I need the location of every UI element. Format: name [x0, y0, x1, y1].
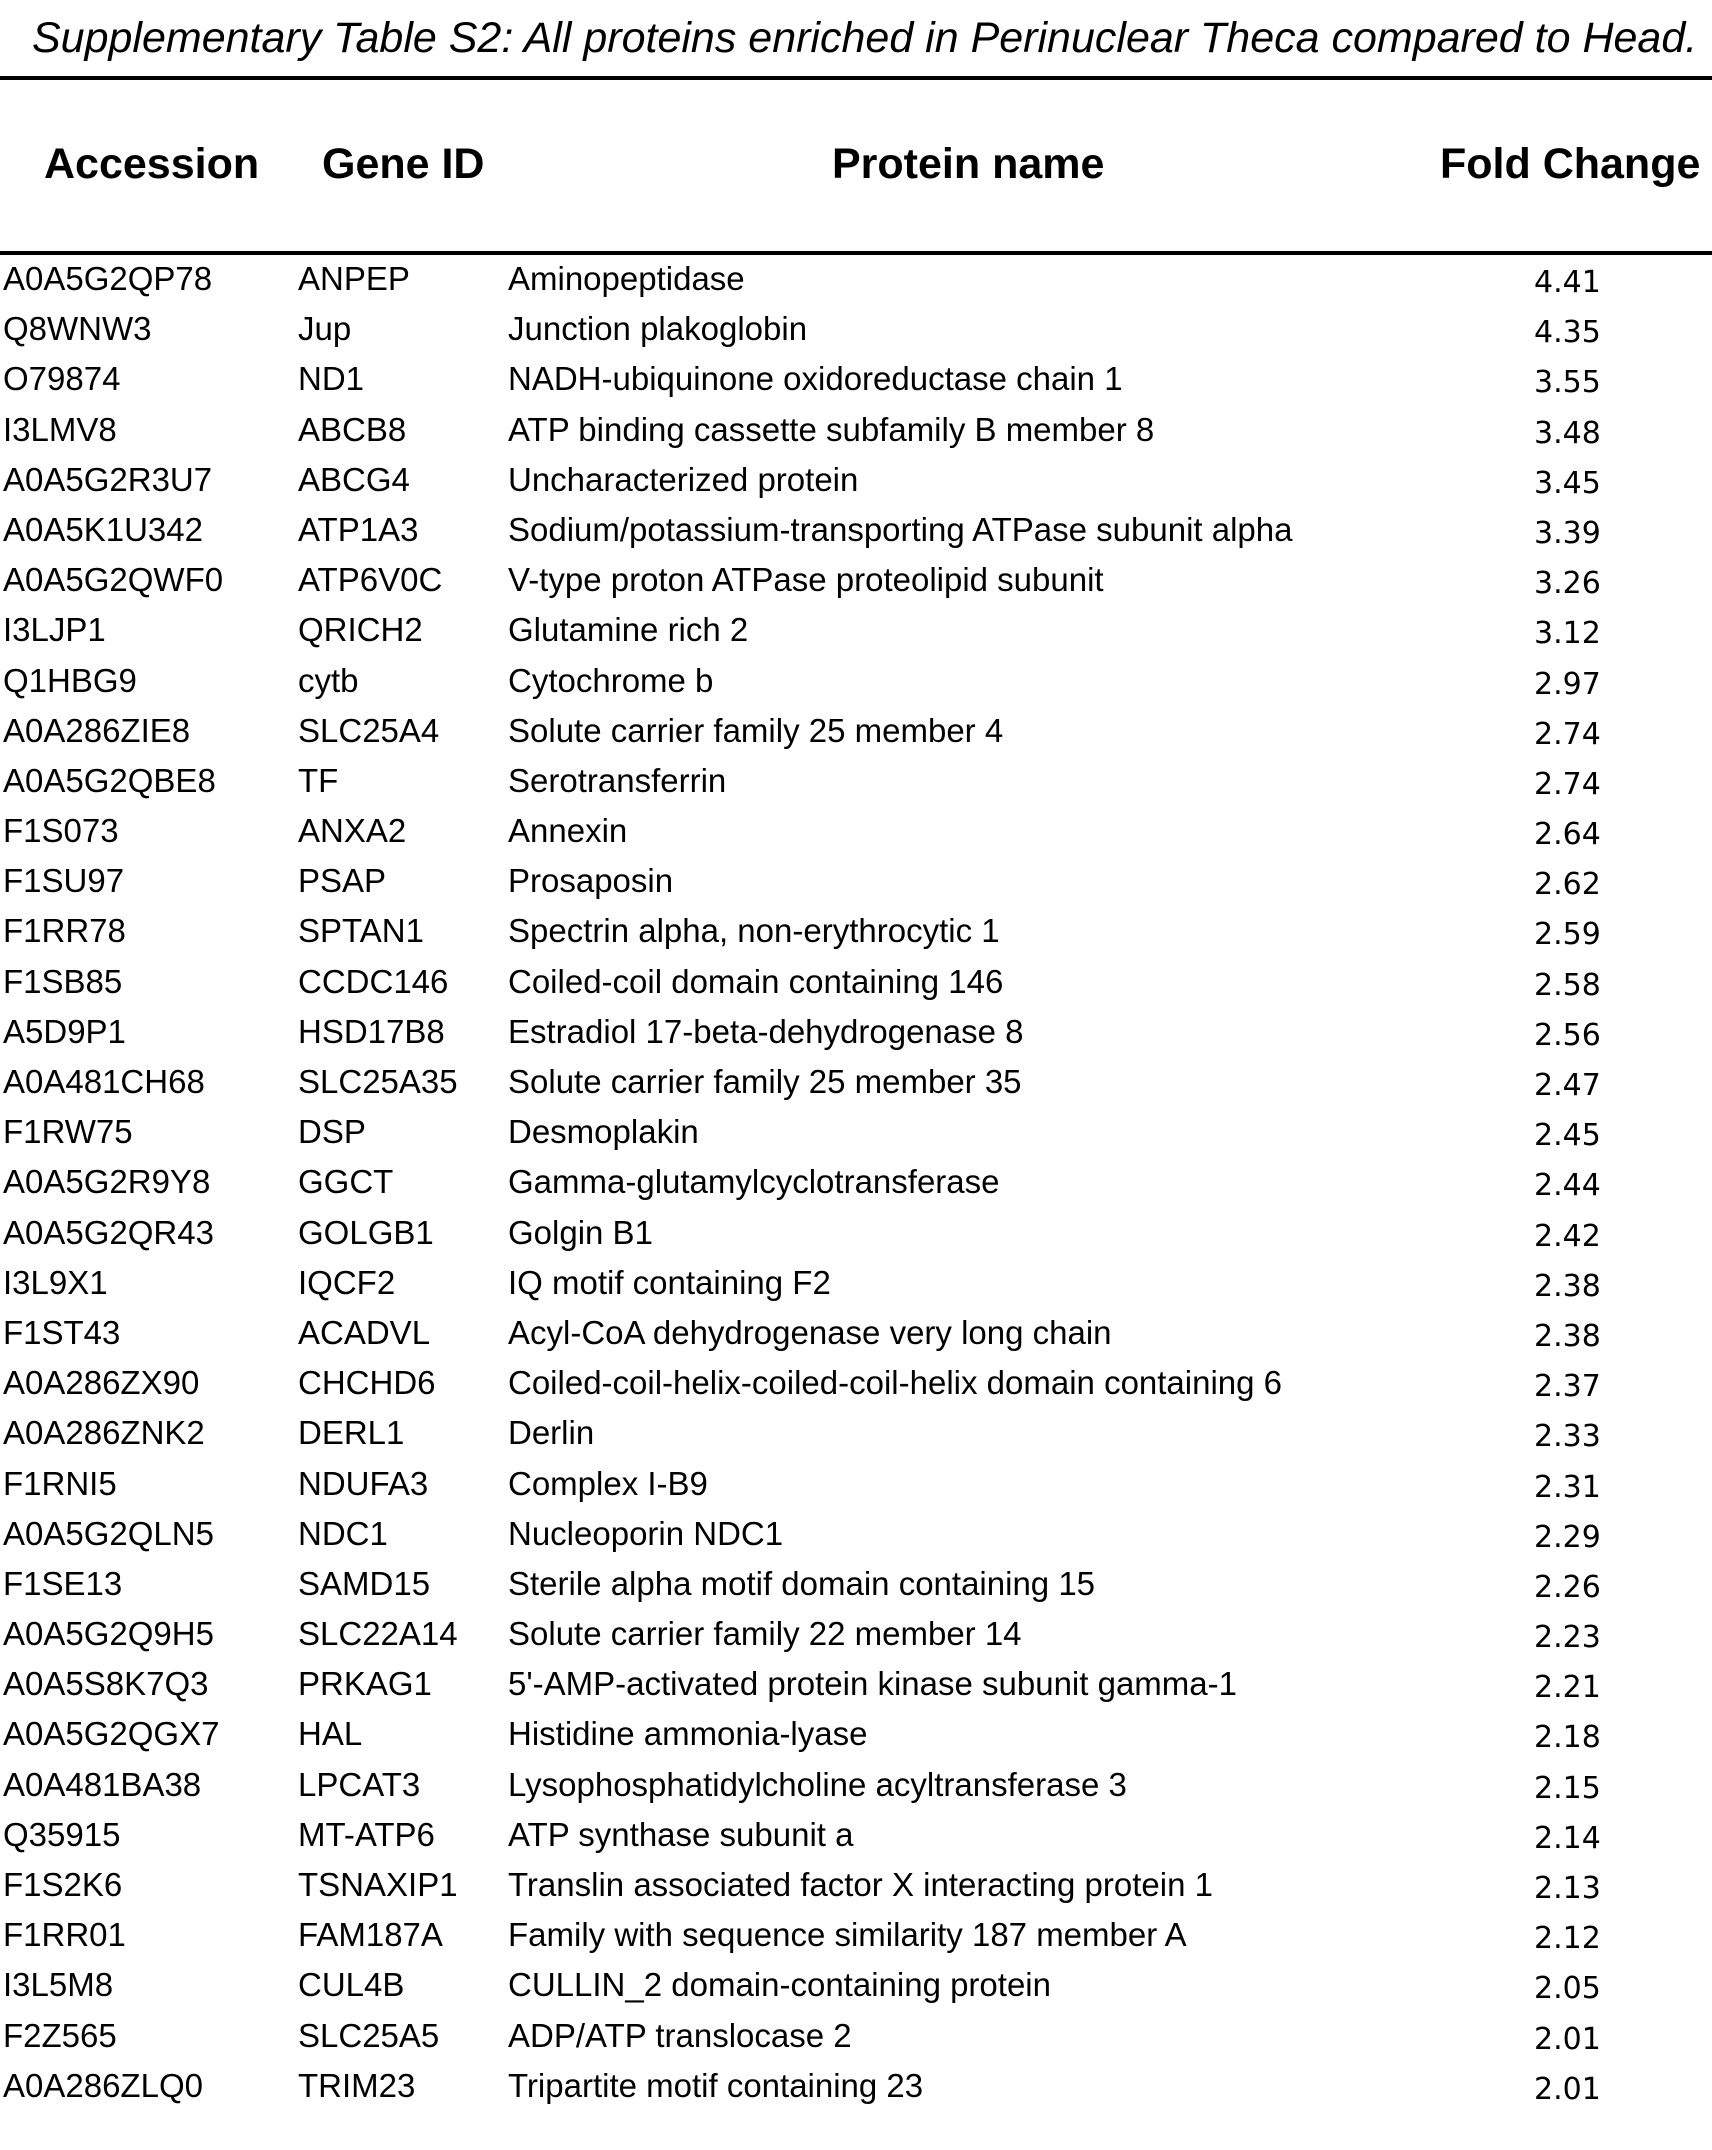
protein-name-cell: Sodium/potassium-transporting ATPase subunit alpha	[508, 510, 1293, 548]
protein-name-cell: Tripartite motif containing 23	[508, 2066, 924, 2104]
fold-change-cell: 2.23	[1534, 1620, 1601, 1656]
table-row	[0, 758, 1712, 808]
gene-id-cell: SLC25A4	[298, 711, 440, 749]
fold-change-cell: 2.47	[1534, 1068, 1601, 1103]
fold-change-cell: 3.48	[1534, 415, 1601, 451]
table-row	[0, 356, 1712, 406]
fold-change-cell: 2.74	[1534, 766, 1601, 802]
table-row	[0, 1762, 1712, 1812]
table-row	[0, 858, 1712, 908]
gene-id-cell: ABCG4	[298, 460, 410, 498]
fold-change-cell: 4.35	[1534, 315, 1601, 351]
gene-id-cell: PSAP	[298, 862, 387, 900]
fold-change-cell: 2.38	[1534, 1318, 1601, 1354]
protein-name-cell: CULLIN_2 domain-containing protein	[508, 1966, 1051, 2004]
protein-name-cell: ADP/ATP translocase 2	[508, 2016, 852, 2054]
table-row	[0, 256, 1712, 306]
accession-cell: A0A5G2QLN5	[3, 1514, 214, 1552]
protein-name-cell: NADH-ubiquinone oxidoreductase chain 1	[508, 360, 1123, 398]
protein-name-cell: ATP synthase subunit a	[508, 1815, 854, 1853]
fold-change-cell: 2.74	[1534, 716, 1601, 752]
table-row	[0, 1812, 1712, 1862]
protein-name-cell: Golgin B1	[508, 1213, 653, 1251]
protein-name-cell: Gamma-glutamylcyclotransferase	[508, 1163, 1000, 1201]
accession-cell: A0A5G2R9Y8	[3, 1163, 211, 1201]
fold-change-cell: 2.29	[1534, 1519, 1601, 1555]
fold-change-cell: 2.42	[1534, 1218, 1601, 1254]
gene-id-cell: FAM187A	[298, 1916, 443, 1954]
fold-change-cell: 2.18	[1534, 1720, 1601, 1756]
table-body	[0, 256, 1712, 2113]
accession-cell: F1S2K6	[3, 1866, 123, 1903]
table-row	[0, 1611, 1712, 1661]
fold-change-cell: 4.41	[1534, 265, 1601, 300]
accession-cell: F1RR78	[3, 912, 126, 950]
gene-id-cell: TRIM23	[298, 2066, 416, 2104]
fold-change-cell: 2.05	[1534, 1971, 1601, 2007]
gene-id-cell: ATP1A3	[298, 510, 419, 548]
accession-cell: A0A5G2QR43	[3, 1213, 214, 1251]
accession-cell: F1SE13	[3, 1564, 123, 1602]
fold-change-cell: 2.13	[1534, 1871, 1601, 1906]
fold-change-cell: 2.01	[1534, 2071, 1601, 2107]
protein-name-cell: Histidine ammonia-lyase	[508, 1715, 868, 1753]
protein-name-cell: Derlin	[508, 1414, 595, 1452]
gene-id-cell: cytb	[298, 661, 359, 699]
protein-name-cell: Solute carrier family 25 member 35	[508, 1063, 1022, 1100]
gene-id-cell: TSNAXIP1	[298, 1866, 458, 1903]
accession-cell: F1RNI5	[3, 1464, 117, 1502]
accession-cell: F1ST43	[3, 1313, 121, 1351]
accession-cell: F1SB85	[3, 962, 123, 1000]
gene-id-cell: ANXA2	[298, 812, 407, 850]
table-row	[0, 1159, 1712, 1209]
accession-cell: A0A286ZIE8	[3, 711, 191, 749]
protein-name-cell: Desmoplakin	[508, 1113, 699, 1151]
accession-cell: A0A286ZLQ0	[3, 2066, 203, 2104]
accession-cell: O79874	[3, 360, 121, 398]
fold-change-cell: 2.44	[1534, 1168, 1601, 1204]
gene-id-cell: CCDC146	[298, 962, 449, 1000]
header-protein-name: Protein name	[832, 140, 1105, 188]
accession-cell: Q35915	[3, 1815, 121, 1853]
accession-cell: A0A481CH68	[3, 1063, 205, 1100]
accession-cell: A0A286ZX90	[3, 1364, 200, 1402]
fold-change-cell: 2.15	[1534, 1770, 1601, 1806]
table-row	[0, 2013, 1712, 2063]
accession-cell: F2Z565	[3, 2016, 117, 2054]
header-accession: Accession	[44, 140, 260, 188]
table-row	[0, 1461, 1712, 1511]
gene-id-cell: ATP6V0C	[298, 561, 443, 599]
accession-cell: A0A5G2QP78	[3, 260, 213, 297]
gene-id-cell: SLC25A5	[298, 2016, 440, 2054]
protein-name-cell: Family with sequence similarity 187 member A	[508, 1916, 1187, 1954]
table-row	[0, 407, 1712, 457]
protein-name-cell: Glutamine rich 2	[508, 611, 749, 649]
accession-cell: A0A5G2R3U7	[3, 460, 213, 498]
table-row	[0, 1109, 1712, 1159]
gene-id-cell: QRICH2	[298, 611, 423, 649]
top-rule	[0, 76, 1712, 80]
protein-name-cell: Estradiol 17-beta-dehydrogenase 8	[508, 1012, 1024, 1050]
table-row	[0, 1210, 1712, 1260]
protein-name-cell: Complex I-B9	[508, 1464, 708, 1502]
fold-change-cell: 2.01	[1534, 2021, 1601, 2057]
table-row	[0, 1962, 1712, 2012]
protein-name-cell: Lysophosphatidylcholine acyltransferase 3	[508, 1765, 1127, 1803]
fold-change-cell: 2.56	[1534, 1017, 1601, 1053]
fold-change-cell: 2.97	[1534, 666, 1601, 702]
accession-cell: A0A481BA38	[3, 1765, 202, 1803]
header-rule	[0, 251, 1712, 255]
table-row	[0, 457, 1712, 507]
accession-cell: A0A286ZNK2	[3, 1414, 205, 1452]
protein-name-cell: 5'-AMP-activated protein kinase subunit gamma-1	[508, 1665, 1237, 1703]
table-row	[0, 1310, 1712, 1360]
accession-cell: A5D9P1	[3, 1012, 126, 1050]
gene-id-cell: DSP	[298, 1113, 366, 1151]
accession-cell: I3L5M8	[3, 1966, 114, 2004]
protein-name-cell: Aminopeptidase	[508, 260, 745, 297]
accession-cell: A0A5G2QWF0	[3, 561, 224, 599]
table-row	[0, 1912, 1712, 1962]
table-row	[0, 1711, 1712, 1761]
protein-name-cell: Uncharacterized protein	[508, 460, 859, 498]
protein-name-cell: ATP binding cassette subfamily B member 8	[508, 410, 1155, 448]
gene-id-cell: SLC22A14	[298, 1615, 458, 1653]
fold-change-cell: 2.45	[1534, 1118, 1601, 1154]
table-row	[0, 1410, 1712, 1460]
gene-id-cell: HAL	[298, 1715, 363, 1753]
header-fold-change: Fold Change	[1440, 140, 1701, 188]
gene-id-cell: NDC1	[298, 1514, 388, 1552]
protein-name-cell: Coiled-coil-helix-coiled-coil-helix domain containing 6	[508, 1364, 1283, 1402]
header-gene-id: Gene ID	[322, 140, 485, 188]
gene-id-cell: IQCF2	[298, 1263, 396, 1301]
gene-id-cell: Jup	[298, 310, 352, 348]
accession-cell: A0A5K1U342	[3, 510, 203, 548]
fold-change-cell: 3.45	[1534, 465, 1601, 501]
accession-cell: I3L9X1	[3, 1263, 108, 1301]
fold-change-cell: 2.59	[1534, 917, 1601, 953]
accession-cell: F1S073	[3, 812, 119, 850]
fold-change-cell: 2.62	[1534, 867, 1601, 903]
fold-change-cell: 3.55	[1534, 365, 1601, 401]
protein-name-cell: Nucleoporin NDC1	[508, 1514, 784, 1552]
table-row	[0, 607, 1712, 657]
gene-id-cell: DERL1	[298, 1414, 405, 1452]
accession-cell: Q8WNW3	[3, 310, 152, 348]
gene-id-cell: CUL4B	[298, 1966, 405, 2004]
protein-name-cell: Acyl-CoA dehydrogenase very long chain	[508, 1313, 1112, 1351]
gene-id-cell: LPCAT3	[298, 1765, 421, 1803]
gene-id-cell: HSD17B8	[298, 1012, 445, 1050]
protein-name-cell: Serotransferrin	[508, 761, 727, 799]
gene-id-cell: SPTAN1	[298, 912, 424, 950]
table-row	[0, 1360, 1712, 1410]
protein-name-cell: Cytochrome b	[508, 661, 714, 699]
gene-id-cell: CHCHD6	[298, 1364, 436, 1402]
table-row	[0, 908, 1712, 958]
fold-change-cell: 2.64	[1534, 817, 1601, 853]
table-row	[0, 708, 1712, 758]
protein-name-cell: Solute carrier family 25 member 4	[508, 711, 1004, 749]
accession-cell: A0A5G2Q9H5	[3, 1615, 214, 1653]
accession-cell: Q1HBG9	[3, 661, 137, 699]
fold-change-cell: 2.37	[1534, 1369, 1601, 1405]
protein-name-cell: IQ motif containing F2	[508, 1263, 831, 1301]
gene-id-cell: GGCT	[298, 1163, 394, 1201]
table-row	[0, 1009, 1712, 1059]
table-row	[0, 658, 1712, 708]
table-row	[0, 959, 1712, 1009]
gene-id-cell: ACADVL	[298, 1313, 431, 1351]
accession-cell: A0A5G2QBE8	[3, 761, 216, 799]
fold-change-cell: 3.26	[1534, 566, 1601, 602]
table-row	[0, 2063, 1712, 2113]
fold-change-cell: 2.33	[1534, 1419, 1601, 1455]
fold-change-cell: 3.39	[1534, 515, 1601, 551]
table-row	[0, 808, 1712, 858]
fold-change-cell: 2.21	[1534, 1670, 1601, 1706]
protein-name-cell: Annexin	[508, 812, 628, 850]
fold-change-cell: 2.38	[1534, 1268, 1601, 1304]
table-row	[0, 557, 1712, 607]
fold-change-cell: 2.14	[1534, 1820, 1601, 1856]
table-row	[0, 1511, 1712, 1561]
accession-cell: F1RR01	[3, 1916, 126, 1954]
fold-change-cell: 2.58	[1534, 967, 1601, 1003]
protein-name-cell: Prosaposin	[508, 862, 674, 900]
fold-change-cell: 2.26	[1534, 1569, 1601, 1605]
gene-id-cell: MT-ATP6	[298, 1815, 435, 1853]
table-row	[0, 507, 1712, 557]
table-caption: Supplementary Table S2: All proteins enriched in Perinuclear Theca compared to Head.	[32, 14, 1698, 62]
table-row	[0, 306, 1712, 356]
gene-id-cell: GOLGB1	[298, 1213, 434, 1251]
table-row	[0, 1059, 1712, 1109]
accession-cell: F1SU97	[3, 862, 125, 900]
gene-id-cell: SAMD15	[298, 1564, 431, 1602]
gene-id-cell: SLC25A35	[298, 1063, 458, 1100]
fold-change-cell: 2.31	[1534, 1469, 1601, 1505]
fold-change-cell: 2.12	[1534, 1921, 1601, 1957]
fold-change-cell: 3.12	[1534, 616, 1601, 652]
gene-id-cell: ND1	[298, 360, 365, 398]
accession-cell: F1RW75	[3, 1113, 133, 1151]
accession-cell: I3LJP1	[3, 611, 106, 649]
table-row	[0, 1862, 1712, 1912]
gene-id-cell: PRKAG1	[298, 1665, 432, 1703]
gene-id-cell: NDUFA3	[298, 1464, 429, 1502]
protein-name-cell: Sterile alpha motif domain containing 15	[508, 1564, 1096, 1602]
accession-cell: A0A5S8K7Q3	[3, 1665, 209, 1703]
accession-cell: I3LMV8	[3, 410, 117, 448]
table-row	[0, 1260, 1712, 1310]
protein-name-cell: V-type proton ATPase proteolipid subunit	[508, 561, 1104, 599]
protein-name-cell: Translin associated factor X interacting protein 1	[508, 1866, 1213, 1903]
protein-name-cell: Coiled-coil domain containing 146	[508, 962, 1004, 1000]
gene-id-cell: TF	[298, 761, 339, 799]
gene-id-cell: ANPEP	[298, 260, 410, 297]
protein-name-cell: Spectrin alpha, non-erythrocytic 1	[508, 912, 1000, 950]
table-row	[0, 1561, 1712, 1611]
accession-cell: A0A5G2QGX7	[3, 1715, 220, 1753]
protein-name-cell: Junction plakoglobin	[508, 310, 808, 348]
gene-id-cell: ABCB8	[298, 410, 407, 448]
table-row	[0, 1661, 1712, 1711]
protein-name-cell: Solute carrier family 22 member 14	[508, 1615, 1022, 1653]
